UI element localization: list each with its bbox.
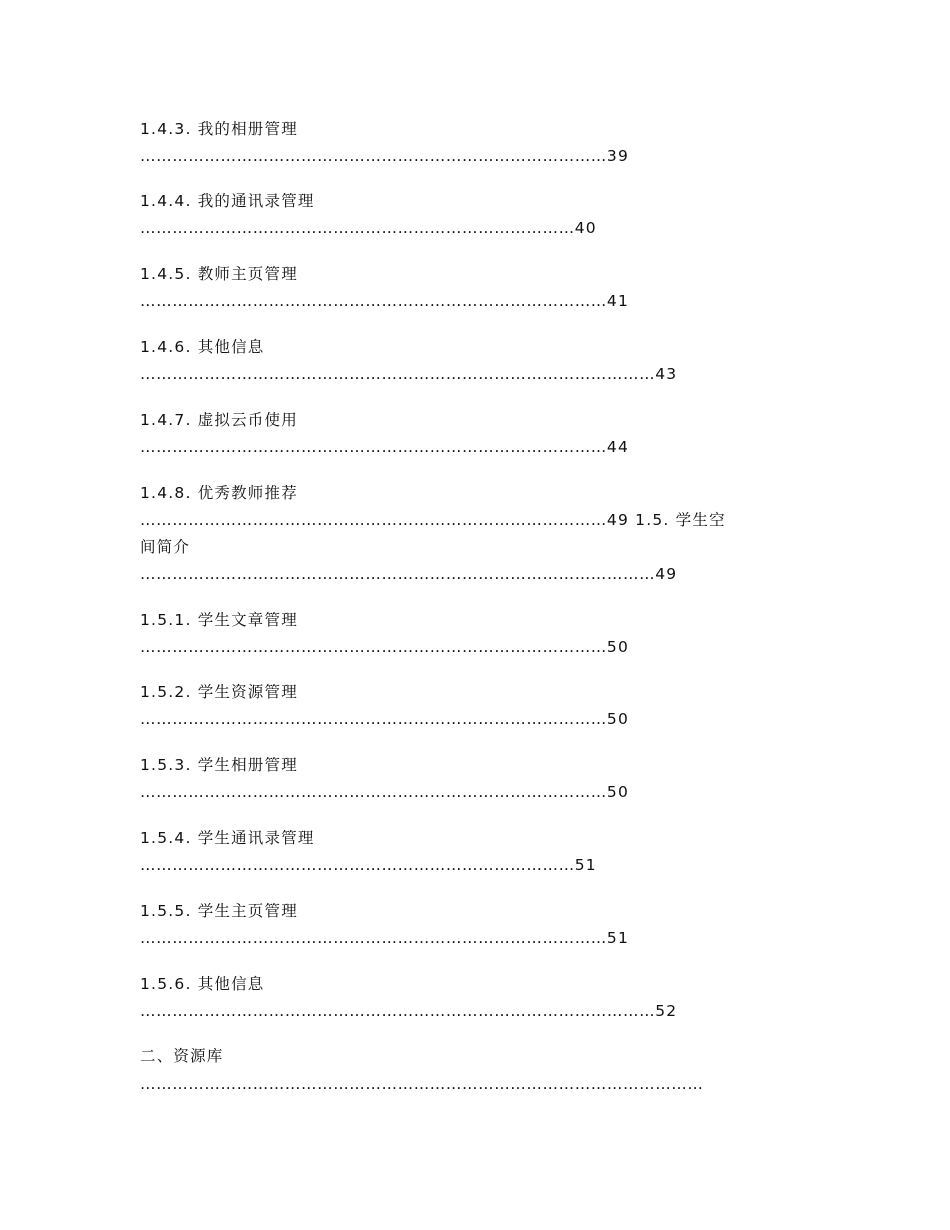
toc-dots: …………………………………………………………………………………… <box>140 565 656 583</box>
toc-dots: …………………………………………………………………………… <box>140 929 607 947</box>
toc-entry-title: 1.5.5. 学生主页管理 <box>140 902 298 920</box>
toc-entry-title: 1.4.4. 我的通讯录管理 <box>140 192 315 210</box>
toc-entry-title: 1.5.4. 学生通讯录管理 <box>140 829 315 847</box>
toc-page-number: 49 <box>655 565 678 583</box>
toc-leader <box>140 437 629 457</box>
toc-entry-title: 1.5.1. 学生文章管理 <box>140 611 298 629</box>
toc-page-number: 39 <box>606 147 630 165</box>
toc-page-number: 40 <box>574 219 597 237</box>
toc-page-number: 41 <box>606 292 630 310</box>
toc-dots: …………………………………………………………………………… <box>140 783 607 801</box>
toc-dots: …………………………………………………………………………………………… <box>140 1075 704 1093</box>
toc-dots: …………………………………………………………………………… <box>140 147 607 165</box>
toc-leader <box>140 564 677 584</box>
toc-entry-title: 1.4.8. 优秀教师推荐 <box>140 484 298 502</box>
toc-page-number: 51 <box>606 929 630 947</box>
toc-leader <box>140 928 629 948</box>
toc-leader <box>140 218 597 238</box>
toc-entry-title: 间简介 <box>140 538 191 556</box>
toc-dots: ……………………………………………………………………… <box>140 219 575 237</box>
toc-leader <box>140 637 629 657</box>
toc-page-number: 49 <box>606 511 630 529</box>
toc-dots: …………………………………………………………………………… <box>140 710 607 728</box>
toc-leader <box>140 510 726 530</box>
toc-dots: …………………………………………………………………………… <box>140 438 607 456</box>
toc-entry-title: 1.5.3. 学生相册管理 <box>140 756 298 774</box>
toc-page-number: 50 <box>606 638 630 656</box>
toc-page-number: 43 <box>655 365 678 383</box>
toc-leader <box>140 855 597 875</box>
toc-leader <box>140 1001 677 1021</box>
toc-entry-title: 1.4.6. 其他信息 <box>140 338 265 356</box>
toc-leader <box>140 782 629 802</box>
toc-entry-title: 二、资源库 <box>140 1047 224 1065</box>
toc-page-number: 50 <box>606 710 630 728</box>
toc-dots: …………………………………………………………………………… <box>140 511 607 529</box>
toc-entry-title: 1.5.6. 其他信息 <box>140 975 265 993</box>
toc-page-number: 50 <box>606 783 630 801</box>
toc-leader <box>140 1074 704 1094</box>
toc-dots: …………………………………………………………………………… <box>140 292 607 310</box>
toc-dots: …………………………………………………………………………………… <box>140 1002 656 1020</box>
toc-entry-title: 1.4.3. 我的相册管理 <box>140 120 298 138</box>
toc-dots: …………………………………………………………………………… <box>140 638 607 656</box>
toc-page-number: 52 <box>655 1002 678 1020</box>
toc-leader <box>140 364 677 384</box>
toc-entry-title: 1.4.7. 虚拟云币使用 <box>140 411 298 429</box>
toc-entry-title: 1.5. 学生空 <box>629 511 726 529</box>
toc-leader <box>140 146 629 166</box>
toc-page-number: 51 <box>574 856 597 874</box>
toc-leader <box>140 291 629 311</box>
toc-leader <box>140 709 629 729</box>
toc-entry-title: 1.4.5. 教师主页管理 <box>140 265 298 283</box>
toc-dots: …………………………………………………………………………………… <box>140 365 656 383</box>
toc-dots: ……………………………………………………………………… <box>140 856 575 874</box>
toc-entry-title: 1.5.2. 学生资源管理 <box>140 683 298 701</box>
toc-page-number: 44 <box>606 438 630 456</box>
